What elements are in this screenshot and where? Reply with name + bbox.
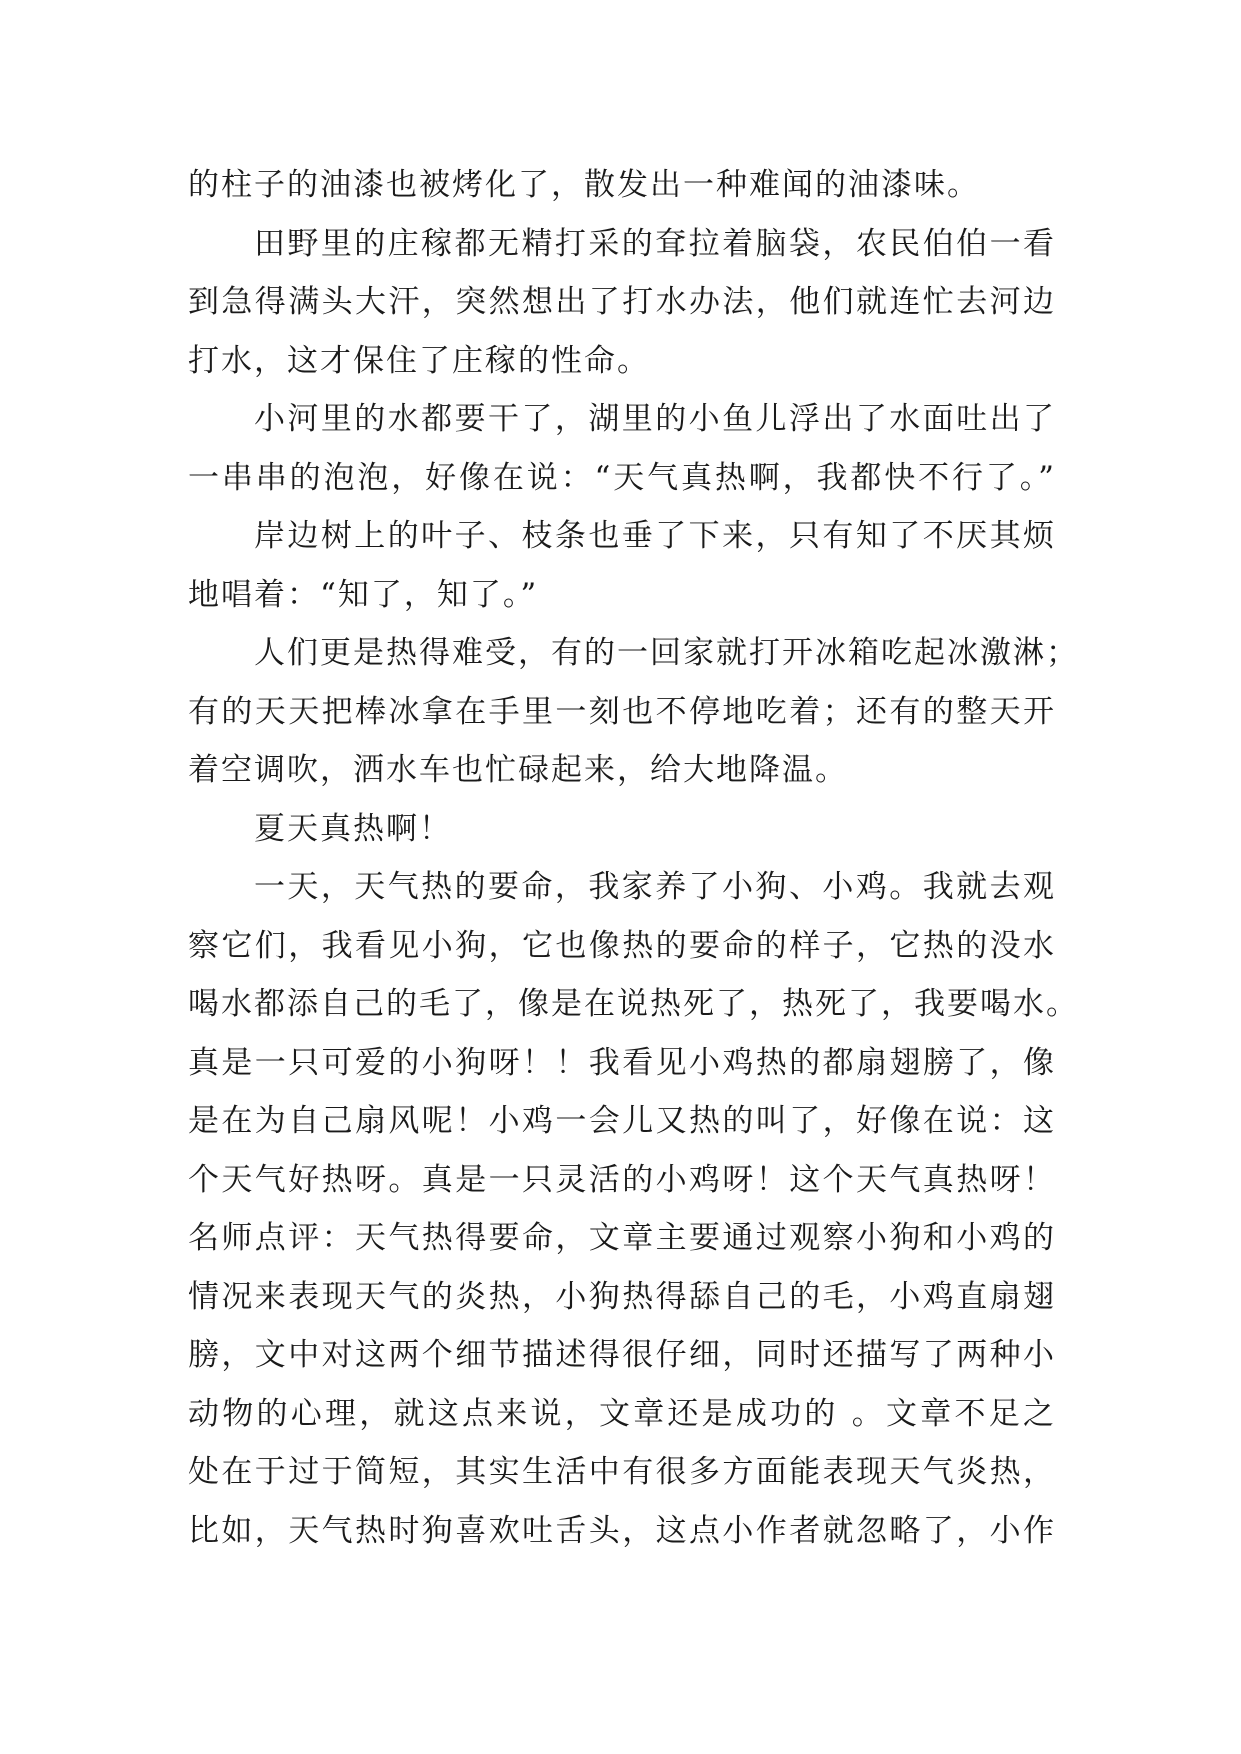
text-line: 膀，文中对这两个细节描述得很仔细，同时还描写了两种小	[188, 1337, 1056, 1373]
text-line: 地唱着：“知了，知了。”	[188, 576, 539, 613]
text-line: 处在于过于简短，其实生活中有很多方面能表现天气炎热，	[188, 1454, 1056, 1490]
text-line: 岸边树上的叶子、枝条也垂了下来，只有知了不厌其烦	[254, 518, 1056, 554]
text-line: 名师点评：天气热得要命，文章主要通过观察小狗和小鸡的	[188, 1220, 1056, 1256]
text-line: 一串串的泡泡，好像在说：“天气真热啊，我都快不行了。”	[188, 459, 1056, 496]
text-line: 到急得满头大汗，突然想出了打水办法，他们就连忙去河边	[188, 284, 1056, 320]
text-line: 有的天天把棒冰拿在手里一刻也不停地吃着；还有的整天开	[188, 693, 1056, 730]
article-body	[188, 156, 1079, 1560]
text-line: 情况来表现天气的炎热，小狗热得舔自己的毛，小鸡直扇翅	[188, 1278, 1056, 1315]
text-line: 察它们，我看见小狗，它也像热的要命的样子，它热的没水	[188, 927, 1056, 964]
text-line: 着空调吹，洒水车也忙碌起来，给大地降温。	[188, 752, 848, 788]
text-line: 是在为自己扇风呢！小鸡一会儿又热的叫了，好像在说：这	[188, 1103, 1056, 1139]
text-line: 人们更是热得难受，有的一回家就打开冰箱吃起冰激淋；	[254, 635, 1079, 671]
text-line: 小河里的水都要干了，湖里的小鱼儿浮出了水面吐出了	[254, 401, 1056, 437]
text-line: 打水，这才保住了庄稼的性命。	[188, 342, 650, 379]
text-line: 田野里的庄稼都无精打采的耷拉着脑袋，农民伯伯一看	[254, 225, 1056, 262]
text-line: 真是一只可爱的小狗呀！！我看见小鸡热的都扇翅膀了，像	[188, 1044, 1056, 1081]
text-line: 一天，天气热的要命，我家养了小狗、小鸡。我就去观	[254, 869, 1056, 905]
text-line: 比如，天气热时狗喜欢吐舌头，这点小作者就忽略了，小作	[188, 1512, 1056, 1549]
text-line: 动物的心理，就这点来说，文章还是成功的 。文章不足之	[188, 1395, 1056, 1432]
text-line: 的柱子的油漆也被烤化了，散发出一种难闻的油漆味。	[188, 167, 980, 203]
text-line: 个天气好热呀。真是一只灵活的小鸡呀！这个天气真热呀！	[188, 1161, 1056, 1198]
text-line: 夏天真热啊！	[254, 810, 452, 847]
text-line: 喝水都添自己的毛了，像是在说热死了，热死了，我要喝水。	[188, 986, 1079, 1022]
